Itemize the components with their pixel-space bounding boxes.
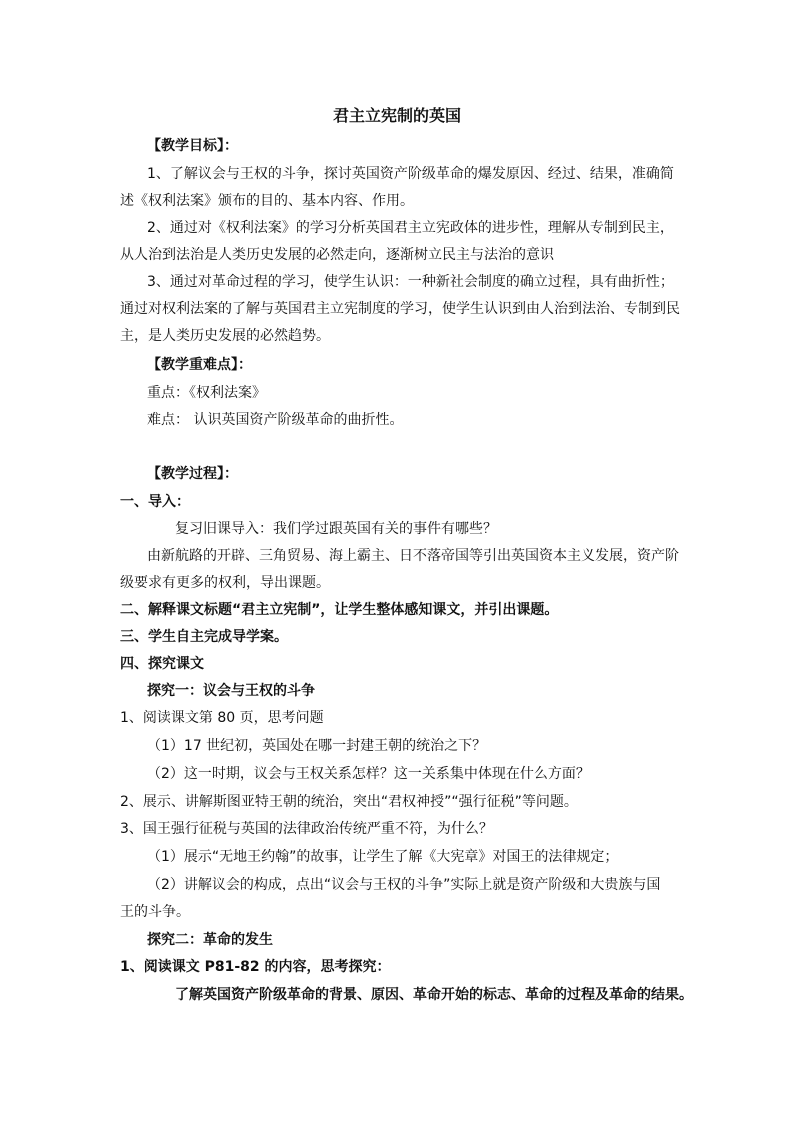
keypoint-key: 重点：《权利法案》	[147, 385, 266, 401]
explore-1-question-3: 3、国王强行征税与英国的法律政治传统严重不符，为什么？	[120, 821, 493, 837]
section-1-intro: 复习旧课导入：我们学过跟英国有关的事件有哪些？	[175, 521, 497, 537]
explore-1-question-3a: （1）展示“无地王约翰”的故事，让学生了解《大宪章》对国王的法律规定；	[147, 849, 619, 865]
section-4-title: 四、探究课文	[120, 656, 204, 672]
section-1-para-line-2: 级要求有更多的权利，导出课题。	[120, 575, 330, 591]
objective-2-line-1: 2、通过对《权利法案》的学习分析英国君主立宪政体的进步性，理解从专制到民主，	[147, 220, 674, 236]
explore-1-question-2: 2、展示、讲解斯图亚特王朝的统治，突出“君权神授”“强行征税”等问题。	[120, 794, 578, 810]
objective-3-line-3: 主，是人类历史发展的必然趋势。	[120, 328, 330, 344]
section-1-title: 一、导入：	[120, 494, 190, 510]
explore-2-question-1a: 了解英国资产阶级革命的背景、原因、革命开始的标志、革命的过程及革命的结果。	[175, 987, 693, 1003]
objective-2-line-2: 从人治到法治是人类历史发展的必然走向，逐渐树立民主与法治的意识	[120, 247, 554, 263]
explore-1-question-3b-line-2: 王的斗争。	[120, 904, 190, 920]
section-2-title: 二、解释课文标题“君主立宪制”，让学生整体感知课文，并引出课题。	[120, 602, 559, 618]
process-heading: 【教学过程】：	[147, 466, 238, 482]
objective-3-line-2: 通过对权利法案的了解与英国君主立宪制度的学习，使学生认识到由人治到法治、专制到民	[120, 301, 680, 317]
keypoints-heading: 【教学重难点】：	[147, 357, 252, 373]
objective-1-line-1: 1、了解议会与王权的斗争，探讨英国资产阶级革命的爆发原因、经过、结果，准确简	[147, 166, 674, 182]
section-1-para-line-1: 由新航路的开辟、三角贸易、海上霸主、日不落帝国等引出英国资本主义发展，资产阶	[147, 548, 679, 564]
objective-1-line-2: 述《权利法案》颁布的目的、基本内容、作用。	[120, 193, 414, 209]
explore-1-title: 探究一：议会与王权的斗争	[147, 683, 315, 699]
explore-2-question-1: 1、阅读课文 P81-82 的内容，思考探究：	[120, 959, 391, 975]
objectives-heading: 【教学目标】：	[147, 138, 238, 154]
page-title: 君主立宪制的英国	[332, 106, 461, 125]
explore-2-title: 探究二：革命的发生	[147, 932, 273, 948]
objective-3-line-1: 3、通过对革命过程的学习，使学生认识：一种新社会制度的确立过程，具有曲折性；	[147, 274, 674, 290]
explore-1-question-3b-line-1: （2）讲解议会的构成，点出“议会与王权的斗争”实际上就是资产阶级和大贵族与国	[147, 877, 661, 893]
keypoint-difficulty: 难点： 认识英国资产阶级革命的曲折性。	[147, 412, 404, 428]
section-3-title: 三、学生自主完成导学案。	[120, 629, 288, 645]
explore-1-question-1a: （1）17 世纪初，英国处在哪一封建王朝的统治之下？	[147, 738, 487, 754]
explore-1-question-1: 1、阅读课文第 80 页，思考问题	[120, 710, 324, 726]
explore-1-question-1b: （2）这一时期，议会与王权关系怎样？这一关系集中体现在什么方面？	[147, 766, 590, 782]
